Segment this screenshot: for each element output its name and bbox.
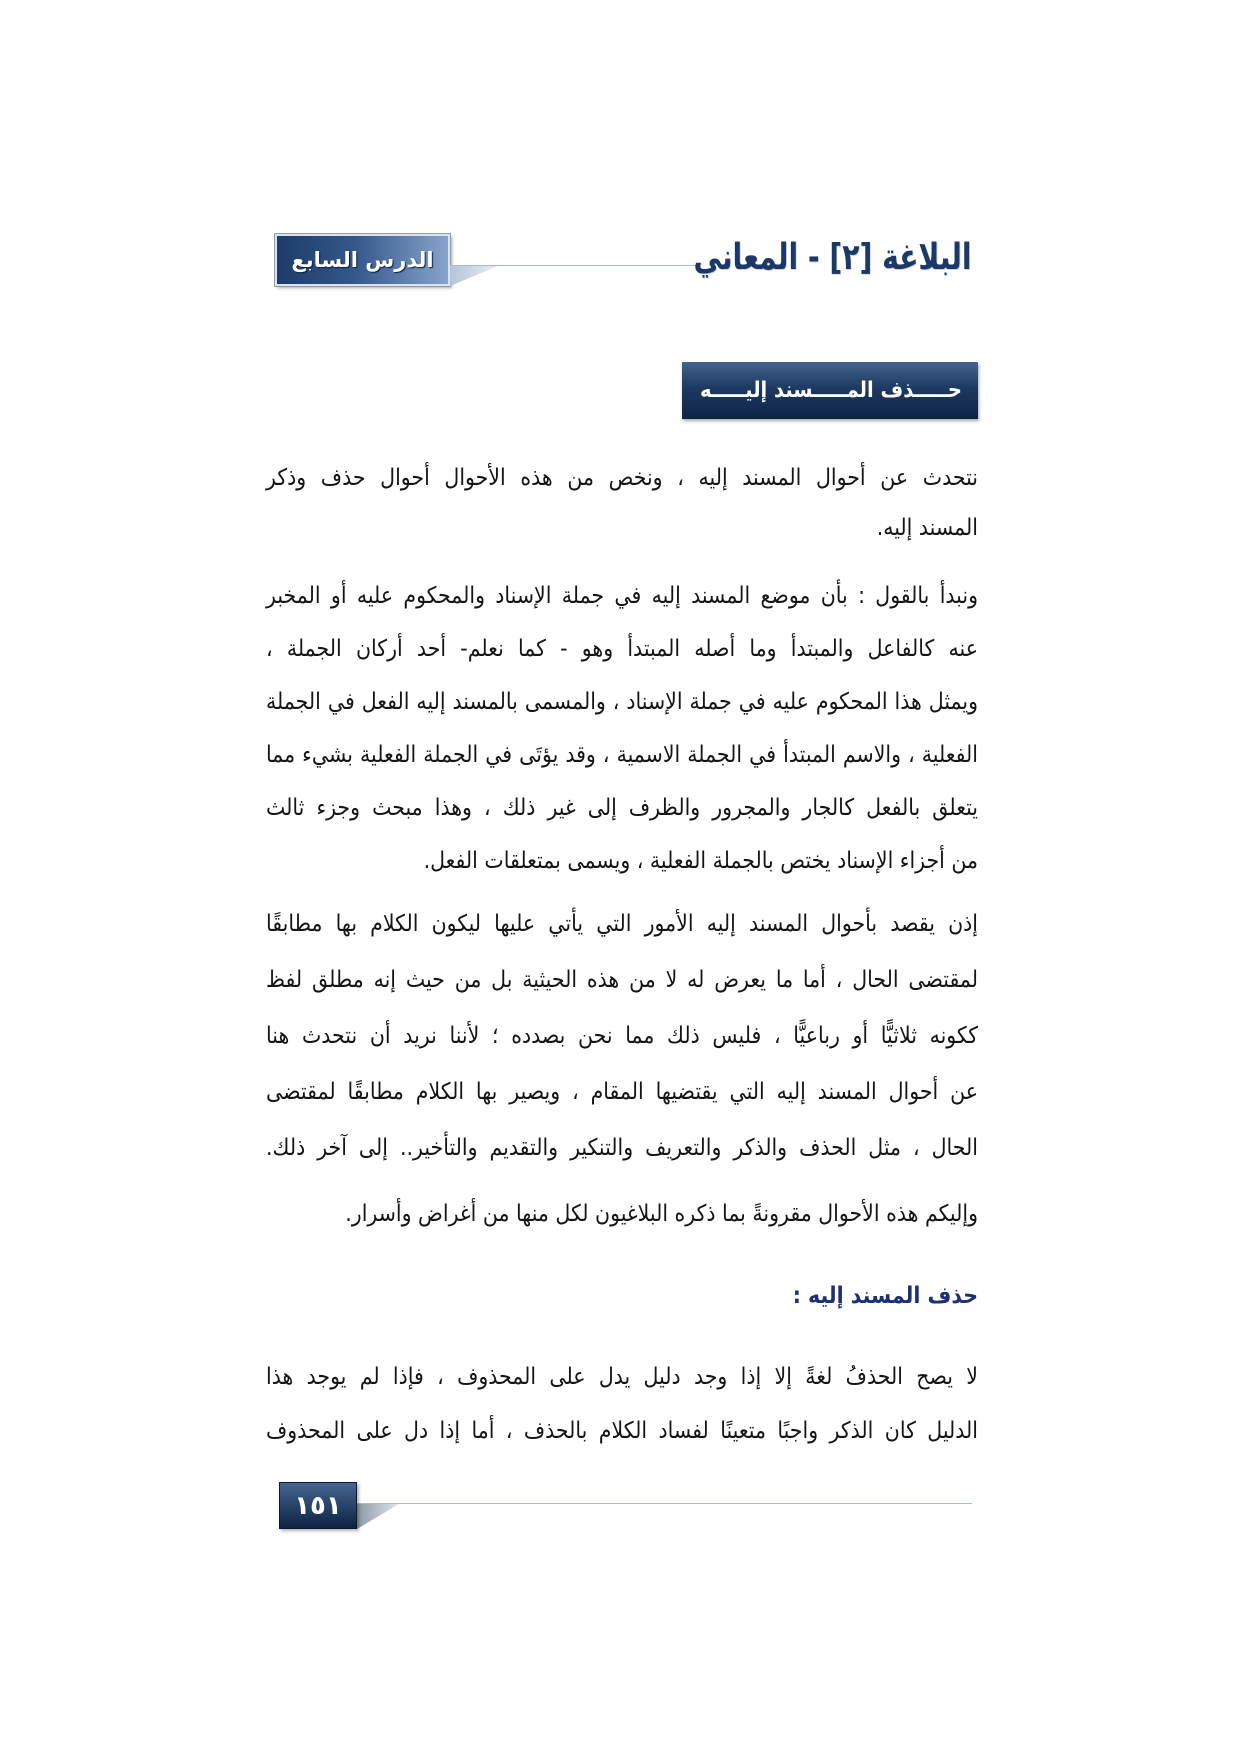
page-number: ١٥١ xyxy=(294,1490,342,1521)
text-line: ككونه ثلاثيًّا أو رباعيًّا ، فليس ذلك مما نحن بصدده ؛ لأننا نريد أن نتحدث هنا xyxy=(266,1023,978,1049)
subheading-block xyxy=(266,1269,978,1323)
paragraph xyxy=(266,896,978,1176)
paragraph xyxy=(266,1350,978,1458)
text-line: عن أحوال المسند إليه التي يقتضيها المقام ، ويصير بها الكلام مطابقًا لمقتضى xyxy=(266,1079,978,1105)
text-line: لمقتضى الحال ، أما ما يعرض له لا من هذه الحيثية بل من حيث إنه مطلق لفظ xyxy=(266,967,978,993)
section-heading: حـــــذف المـــــسند إليـــــه xyxy=(699,378,962,403)
page-number-box xyxy=(279,1482,357,1529)
lesson-badge-label: الدرس السابع xyxy=(291,248,434,272)
text-line: من أجزاء الإسناد يختص بالجملة الفعلية ، ويسمى بمتعلقات الفعل. xyxy=(423,848,978,874)
text-line: الحال ، مثل الحذف والذكر والتعريف والتنكير والتقديم والتأخير.. إلى آخر ذلك. xyxy=(266,1135,978,1161)
text-line: المسند إليه. xyxy=(876,515,978,541)
text-line: عنه كالفاعل والمبتدأ وما أصله المبتدأ وهو - كما نعلم- أحد أركان الجملة ، xyxy=(266,636,978,662)
text-line: وإليكم هذه الأحوال مقرونةً بما ذكره البلاغيون لكل منها من أغراض وأسرار. xyxy=(345,1201,978,1227)
text-line: ويمثل هذا المحكوم عليه في جملة الإسناد ، والمسمى بالمسند إليه الفعل في الجملة xyxy=(266,689,978,715)
body-text xyxy=(266,0,978,1754)
text-line: ونبدأ بالقول : بأن موضع المسند إليه في جملة الإسناد والمحكوم عليه أو المخبر xyxy=(266,583,978,609)
footer-rule xyxy=(357,1503,972,1504)
paragraph xyxy=(266,570,978,888)
text-line: الفعلية ، والاسم المبتدأ في الجملة الاسمية ، وقد يؤتَى في الجملة الفعلية بشيء مما xyxy=(266,742,978,768)
paragraph xyxy=(266,1187,978,1241)
text-line: لا يصح الحذفُ لغةً إلا إذا وجد دليل يدل على المحذوف ، فإذا لم يوجد هذا xyxy=(266,1364,978,1390)
text-line: يتعلق بالفعل كالجار والمجرور والظرف إلى غير ذلك ، وهذا مبحث وجزء ثالث xyxy=(266,795,978,821)
book-title: البلاغة [٢] - المعاني xyxy=(693,237,972,278)
subheading: حذف المسند إليه : xyxy=(792,1283,978,1309)
text-line: الدليل كان الذكر واجبًا متعينًا لفساد الكلام بالحذف ، أما إذا دل على المحذوف xyxy=(266,1418,978,1444)
body-text-inner xyxy=(266,0,978,1754)
paragraph xyxy=(266,453,978,553)
text-line: إذن يقصد بأحوال المسند إليه الأمور التي يأتي عليها ليكون الكلام بها مطابقًا xyxy=(266,911,978,937)
text-line: نتحدث عن أحوال المسند إليه ، ونخص من هذه الأحوال أحوال حذف وذكر xyxy=(266,465,978,491)
